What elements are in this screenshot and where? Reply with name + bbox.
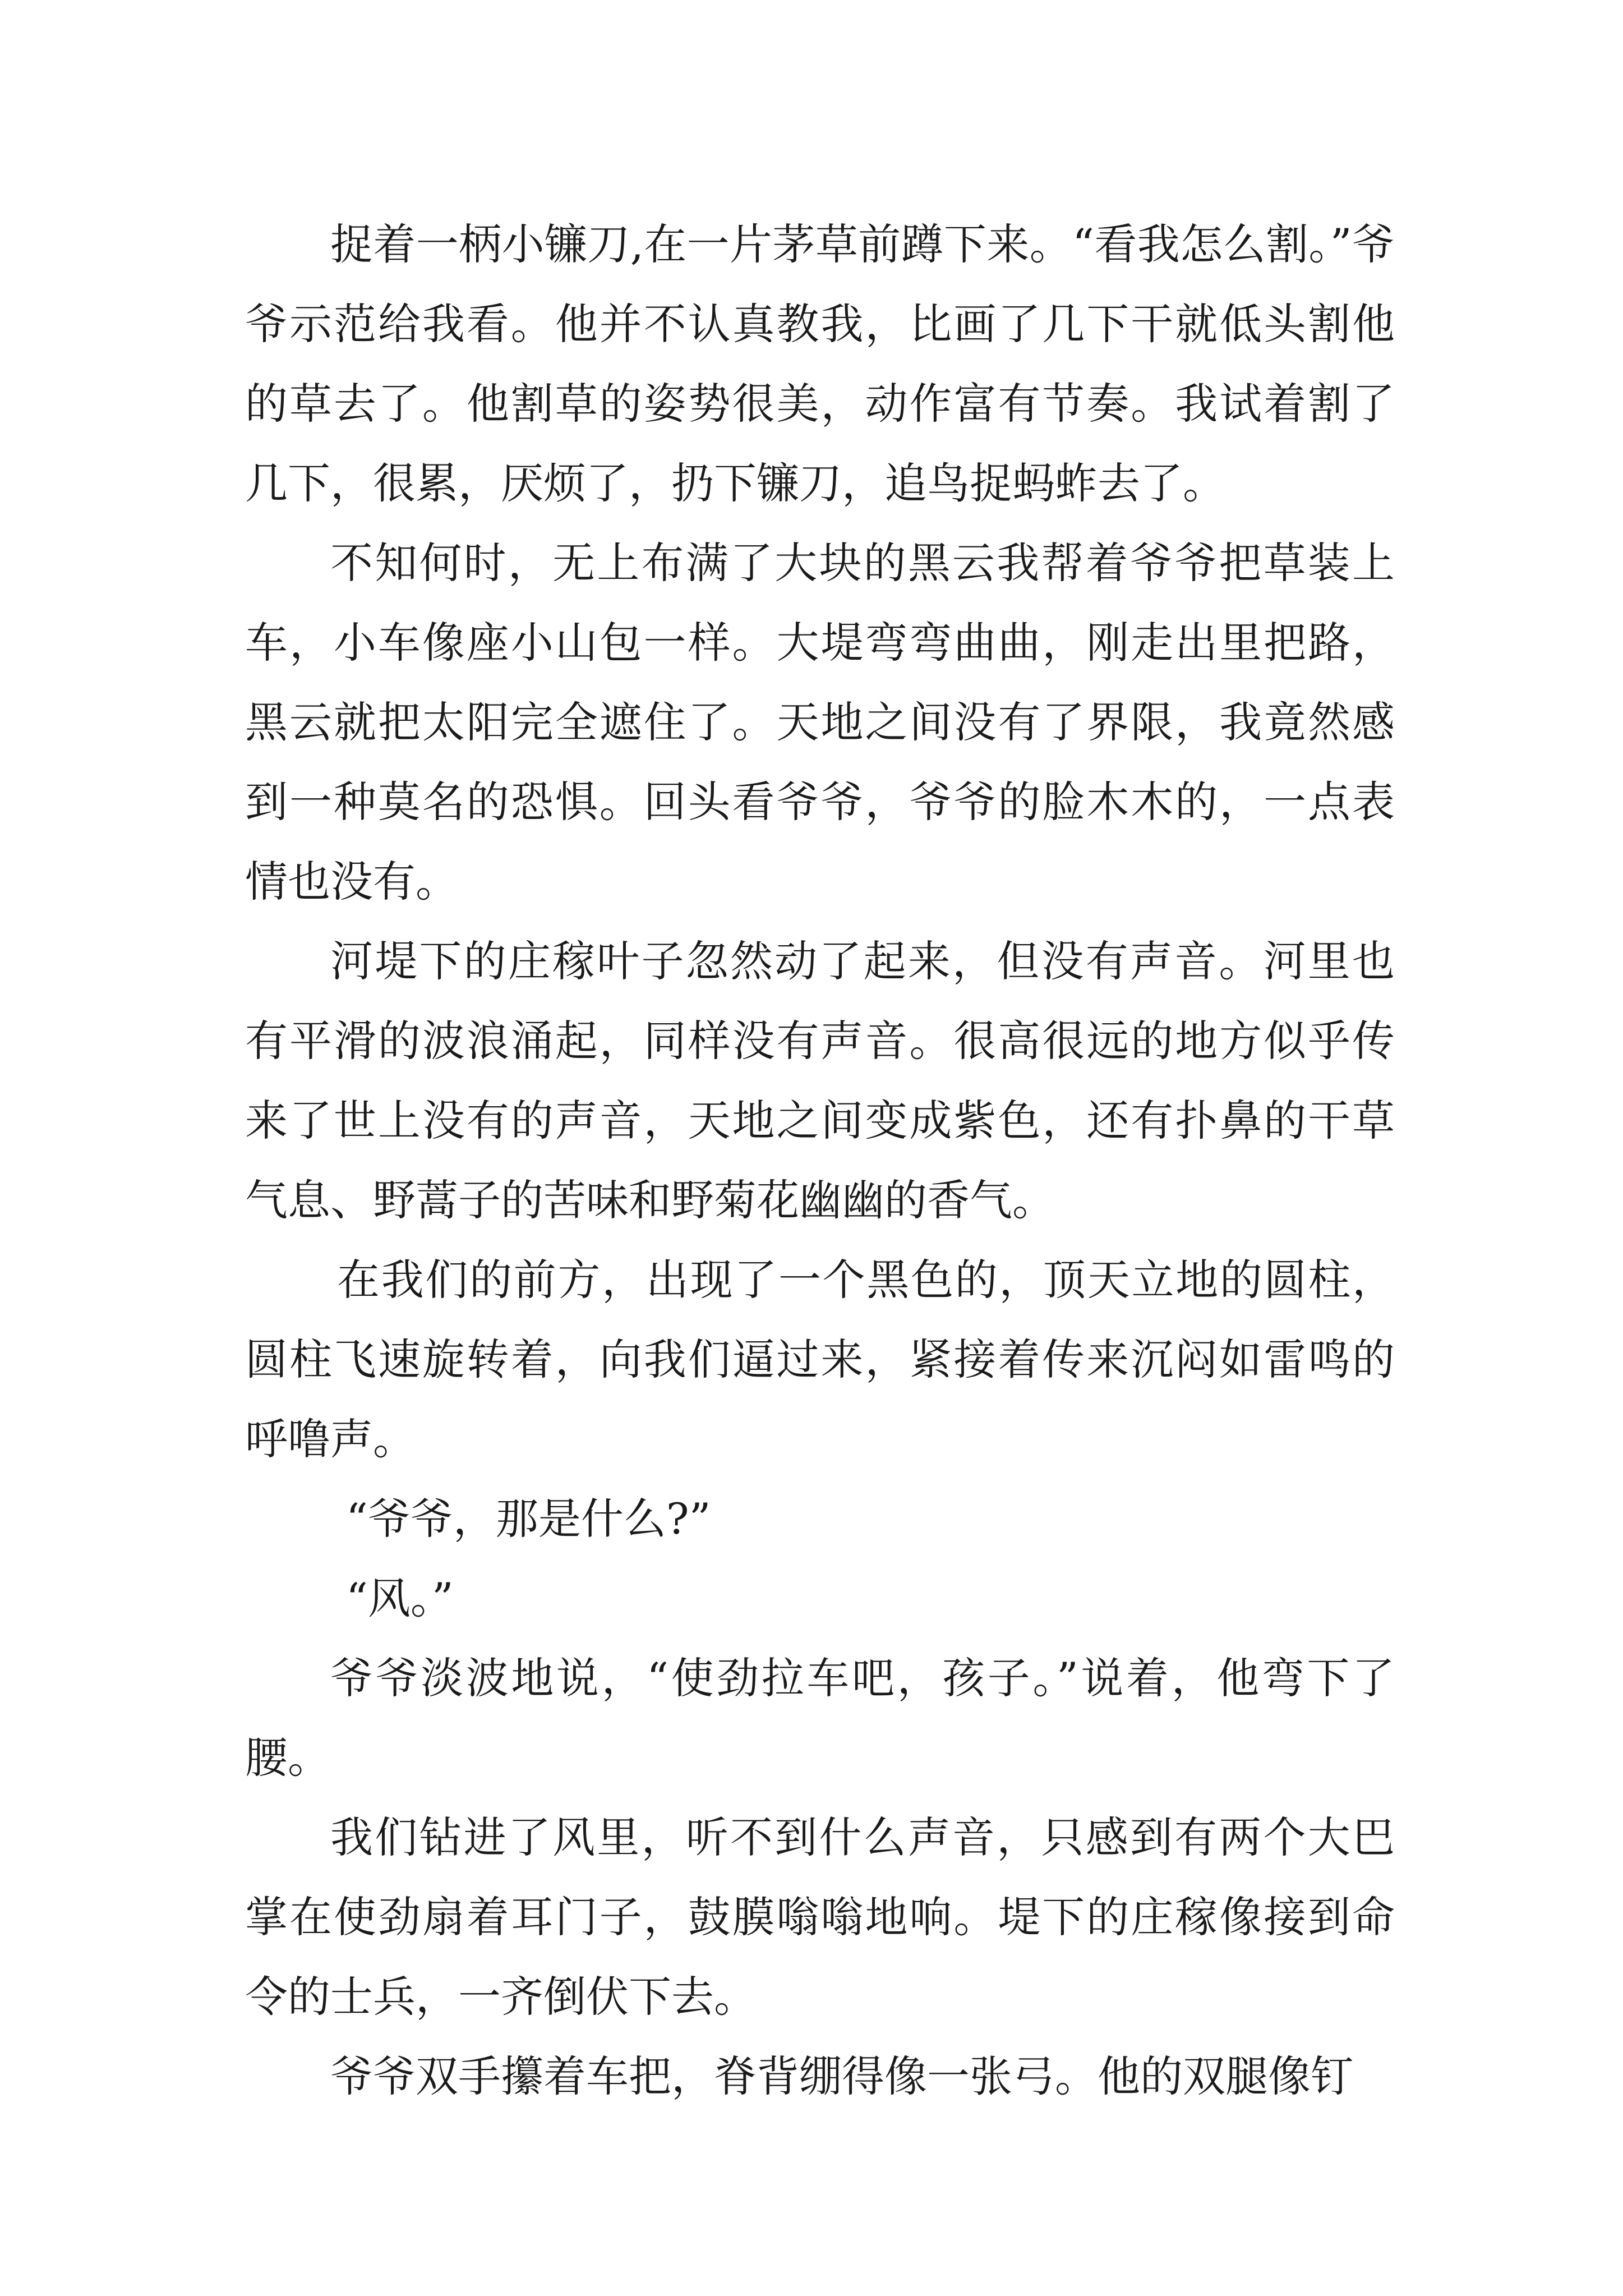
document-body [245, 205, 1395, 2116]
paragraph: 在我们的前方，出现了一个黑色的，顶天立地的圆柱，圆柱飞速旋转着，向我们逼过来，紧接着传来沉闷如雷鸣的呼噜声。 [245, 1255, 1395, 1464]
paragraph: 爷爷淡波地说，“使劲拉车吧，孩子。”说着，他弯下了腰。 [245, 1653, 1395, 1783]
dialogue-line: “风。” [346, 1573, 454, 1623]
paragraph: 我们钻进了风里，听不到什么声音，只感到有两个大巴掌在使劲扇着耳门子，鼓膜嗡嗡地响。堤下的庄稼像接到命令的士兵，一齐倒伏下去。 [245, 1812, 1395, 2022]
dialogue-line: “爷爷，那是什么?” [346, 1494, 711, 1544]
paragraph: 爷爷双手攥着车把，脊背绷得像一张弓。他的双腿像钉 [330, 2051, 1353, 2101]
paragraph: 不知何时，无上布满了大块的黑云我帮着爷爷把草装上车，小车像座小山包一样。大堤弯弯曲曲，刚走出里把路，黑云就把太阳完全遮住了。天地之间没有了界限，我竟然感到一种莫名的恐惧。回头看爷爷，爷爷的脸木木的，一点表情也没有。 [245, 538, 1395, 907]
paragraph: 河堤下的庄稼叶子忽然动了起来，但没有声音。河里也有平滑的波浪涌起，同样没有声音。很高很远的地方似乎传来了世上没有的声音，天地之间变成紫色，还有扑鼻的干草气息、野蒿子的苦味和野菊花幽幽的香气。 [245, 936, 1395, 1225]
paragraph: 捉着一柄小镰刀,在一片茅草前蹲下来。“看我怎么割。”爷爷示范给我看。他并不认真教我，比画了几下干就低头割他的草去了。他割草的姿势很美，动作富有节奏。我试着割了几下，很累，厌烦了，扔下镰刀，追鸟捉蚂蚱去了。 [245, 219, 1395, 508]
